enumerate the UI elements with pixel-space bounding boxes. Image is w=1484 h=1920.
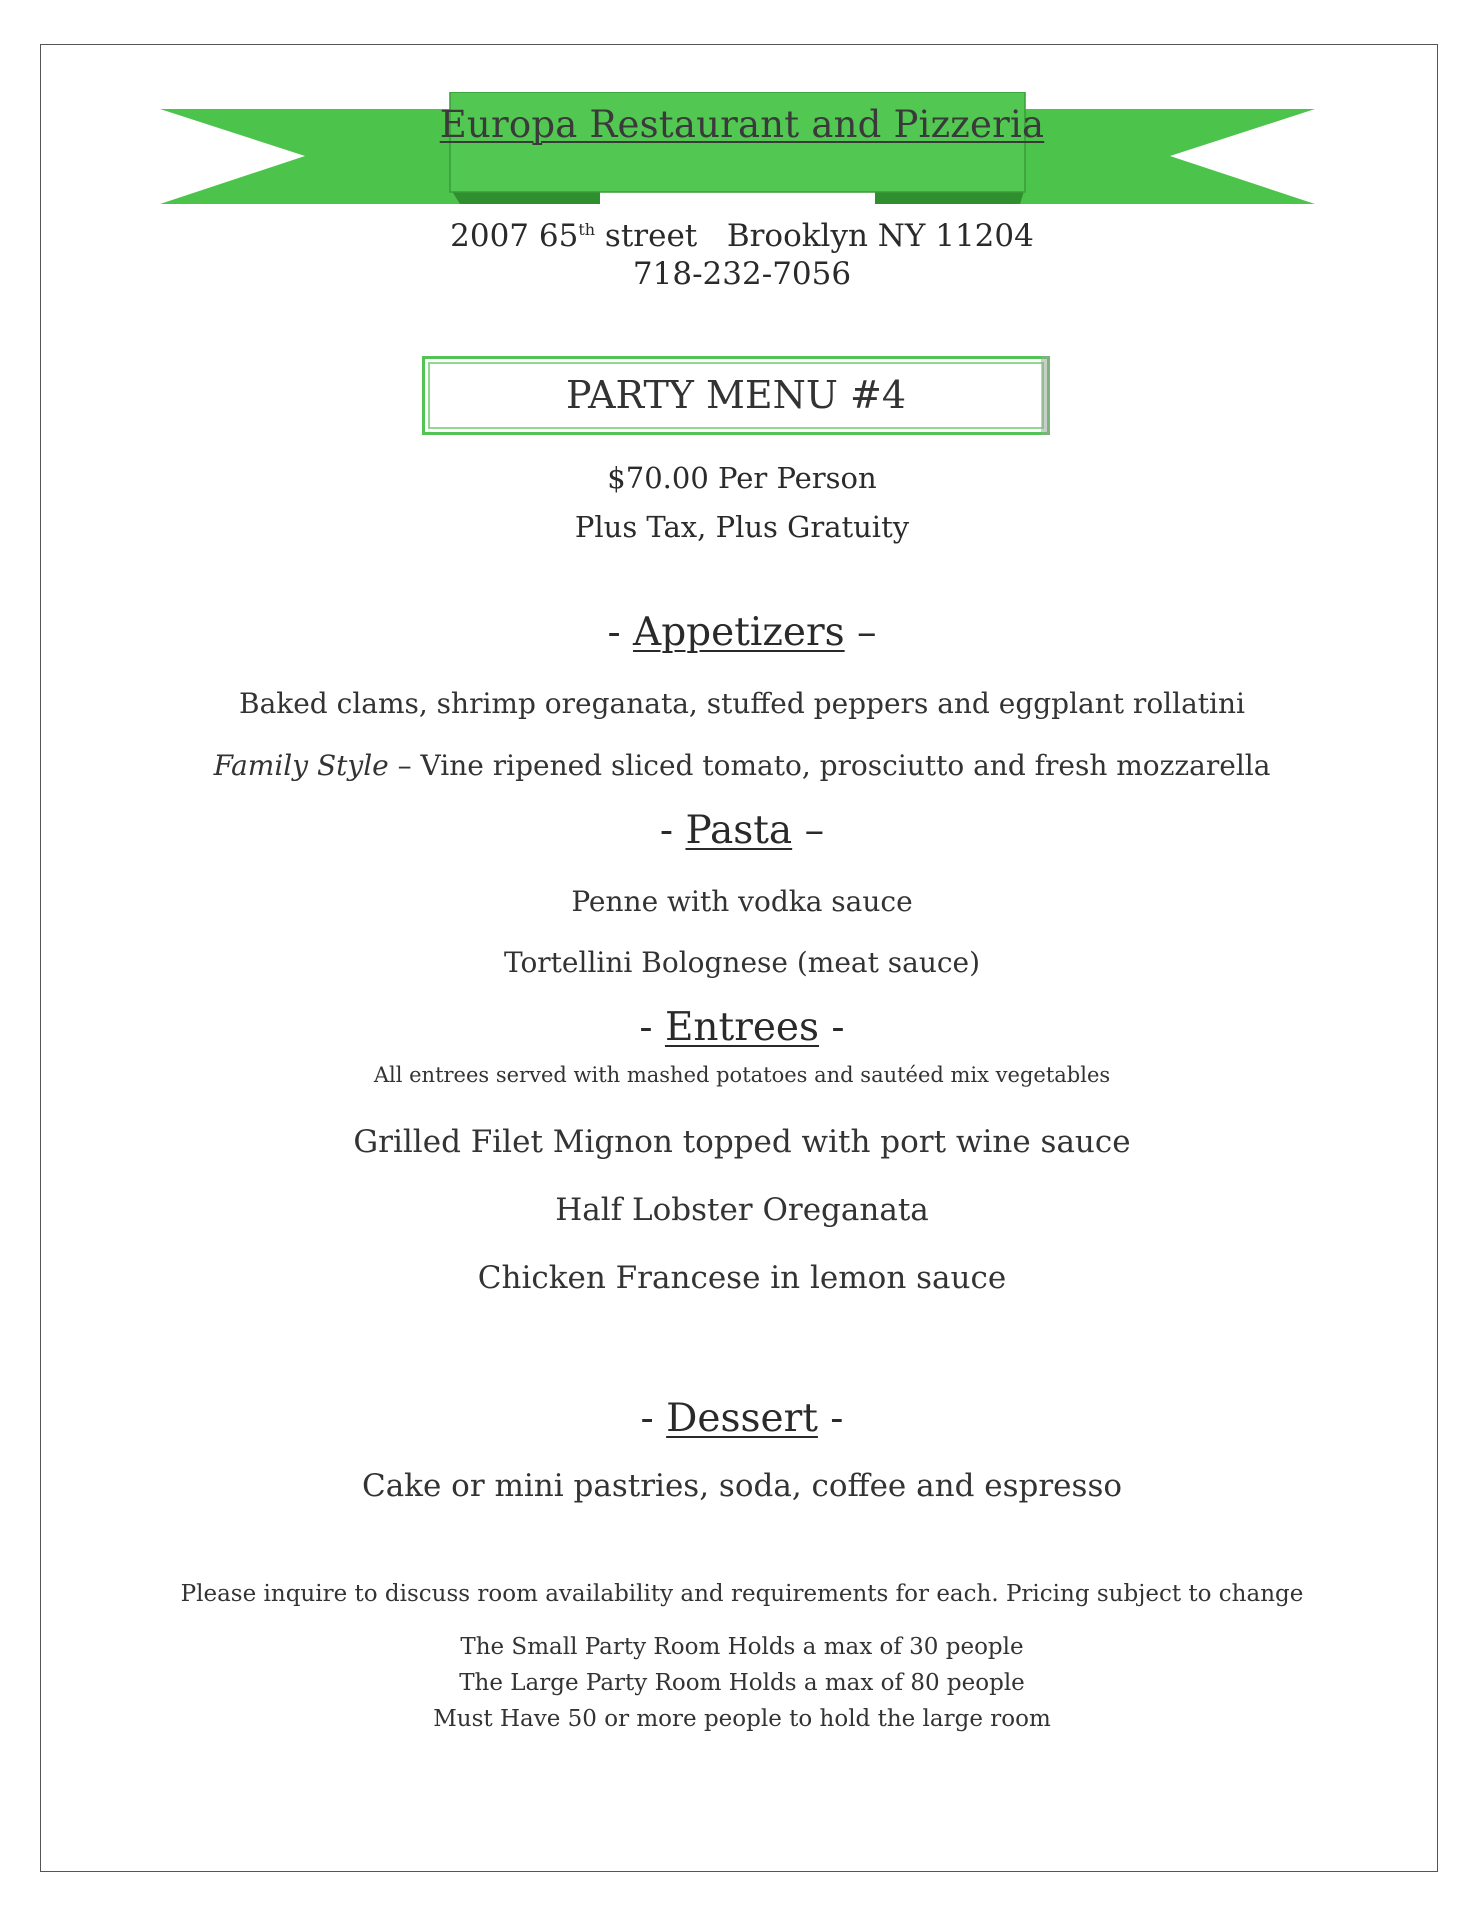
restaurant-name: Europa Restaurant and Pizzeria — [439, 103, 1045, 146]
section-heading-pasta: - Pasta – — [659, 808, 825, 853]
restaurant-address: 2007 65th street Brooklyn NY 11204 — [450, 218, 1034, 254]
section-heading-entrees: - Entrees - — [639, 1005, 845, 1050]
entrees-note: All entrees served with mashed potatoes and sautéed mix vegetables — [373, 1063, 1111, 1087]
price-terms: Plus Tax, Plus Gratuity — [574, 510, 910, 544]
entree-item: Half Lobster Oreganata — [555, 1192, 929, 1228]
restaurant-phone: 718-232-7056 — [632, 256, 852, 292]
appetizer-family-style: Family Style – Vine ripened sliced tomato, prosciutto and fresh mozzarella — [213, 749, 1271, 782]
room-info: The Small Party Room Holds a max of 30 people — [460, 1634, 1024, 1660]
menu-title-box — [422, 356, 1050, 435]
room-info: The Large Party Room Holds a max of 80 people — [459, 1670, 1025, 1696]
inquiry-note: Please inquire to discuss room availability and requirements for each. Pricing subject to change — [180, 1581, 1304, 1607]
pasta-item: Tortellini Bolognese (meat sauce) — [503, 946, 981, 979]
pasta-item: Penne with vodka sauce — [571, 885, 913, 918]
menu-title: PARTY MENU #4 — [566, 373, 906, 417]
section-heading-dessert: - Dessert - — [640, 1396, 844, 1441]
entree-item: Chicken Francese in lemon sauce — [477, 1260, 1007, 1296]
appetizer-item: Baked clams, shrimp oreganata, stuffed peppers and eggplant rollatini — [239, 687, 1245, 720]
dessert-item: Cake or mini pastries, soda, coffee and espresso — [361, 1468, 1123, 1504]
entree-item: Grilled Filet Mignon topped with port wine sauce — [353, 1124, 1131, 1160]
menu-box-bevel — [1041, 356, 1050, 435]
room-info: Must Have 50 or more people to hold the large room — [433, 1706, 1051, 1732]
section-heading-appetizers: - Appetizers – — [607, 610, 877, 655]
price-per-person: $70.00 Per Person — [607, 461, 877, 495]
